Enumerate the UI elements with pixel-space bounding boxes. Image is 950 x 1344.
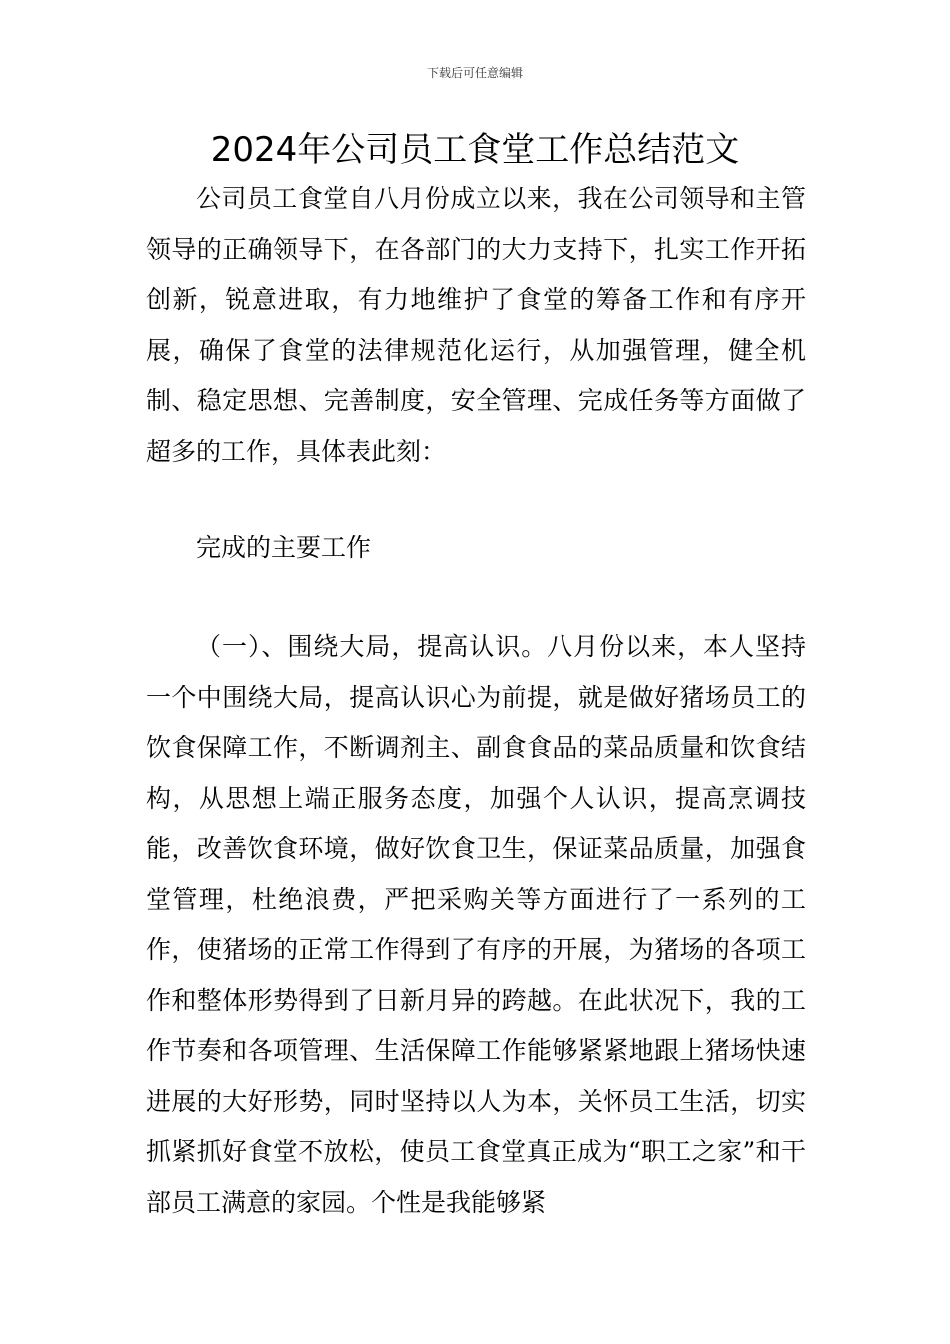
- document-title: 2024年公司员工食堂工作总结范文: [210, 130, 740, 170]
- paragraph-section-1: （一）、围绕大局，提高认识。八月份以来，本人坚持一个中围绕大局，提高认识心为前提，就是做好猪场员工的饮食保障工作，不断调剂主、副食食品的菜品质量和饮食结构，从思想上端正服务态度，加强个人认识，提高烹调技能，改善饮食环境，做好饮食卫生，保证菜品质量，加强食堂管理，杜绝浪费，严把采购关等方面进行了一系列的工作，使猪场的正常工作得到了有序的开展，为猪场的各项工作和整体形势得到了日新月异的跨越。在此状况下，我的工作节奏和各项管理、生活保障工作能够紧紧地跟上猪场快速进展的大好形势，同时坚持以人为本，关怀员工生活，切实抓紧抓好食堂不放松，使员工食堂真正成为“职工之家”和干部员工满意的家园。个性是我能够紧: [146, 632, 806, 1217]
- section-heading: 完成的主要工作: [196, 533, 372, 562]
- paragraph-intro: 公司员工食堂自八月份成立以来，我在公司领导和主管领导的正确领导下，在各部门的大力支持下，扎实工作开拓创新，锐意进取，有力地维护了食堂的筹备工作和有序开展，确保了食堂的法律规范化运行，从加强管理，健全机制、稳定思想、完善制度，安全管理、完成任务等方面做了超多的工作，具体表此刻：: [146, 184, 806, 466]
- header-note: 下载后可任意编辑: [426, 66, 523, 80]
